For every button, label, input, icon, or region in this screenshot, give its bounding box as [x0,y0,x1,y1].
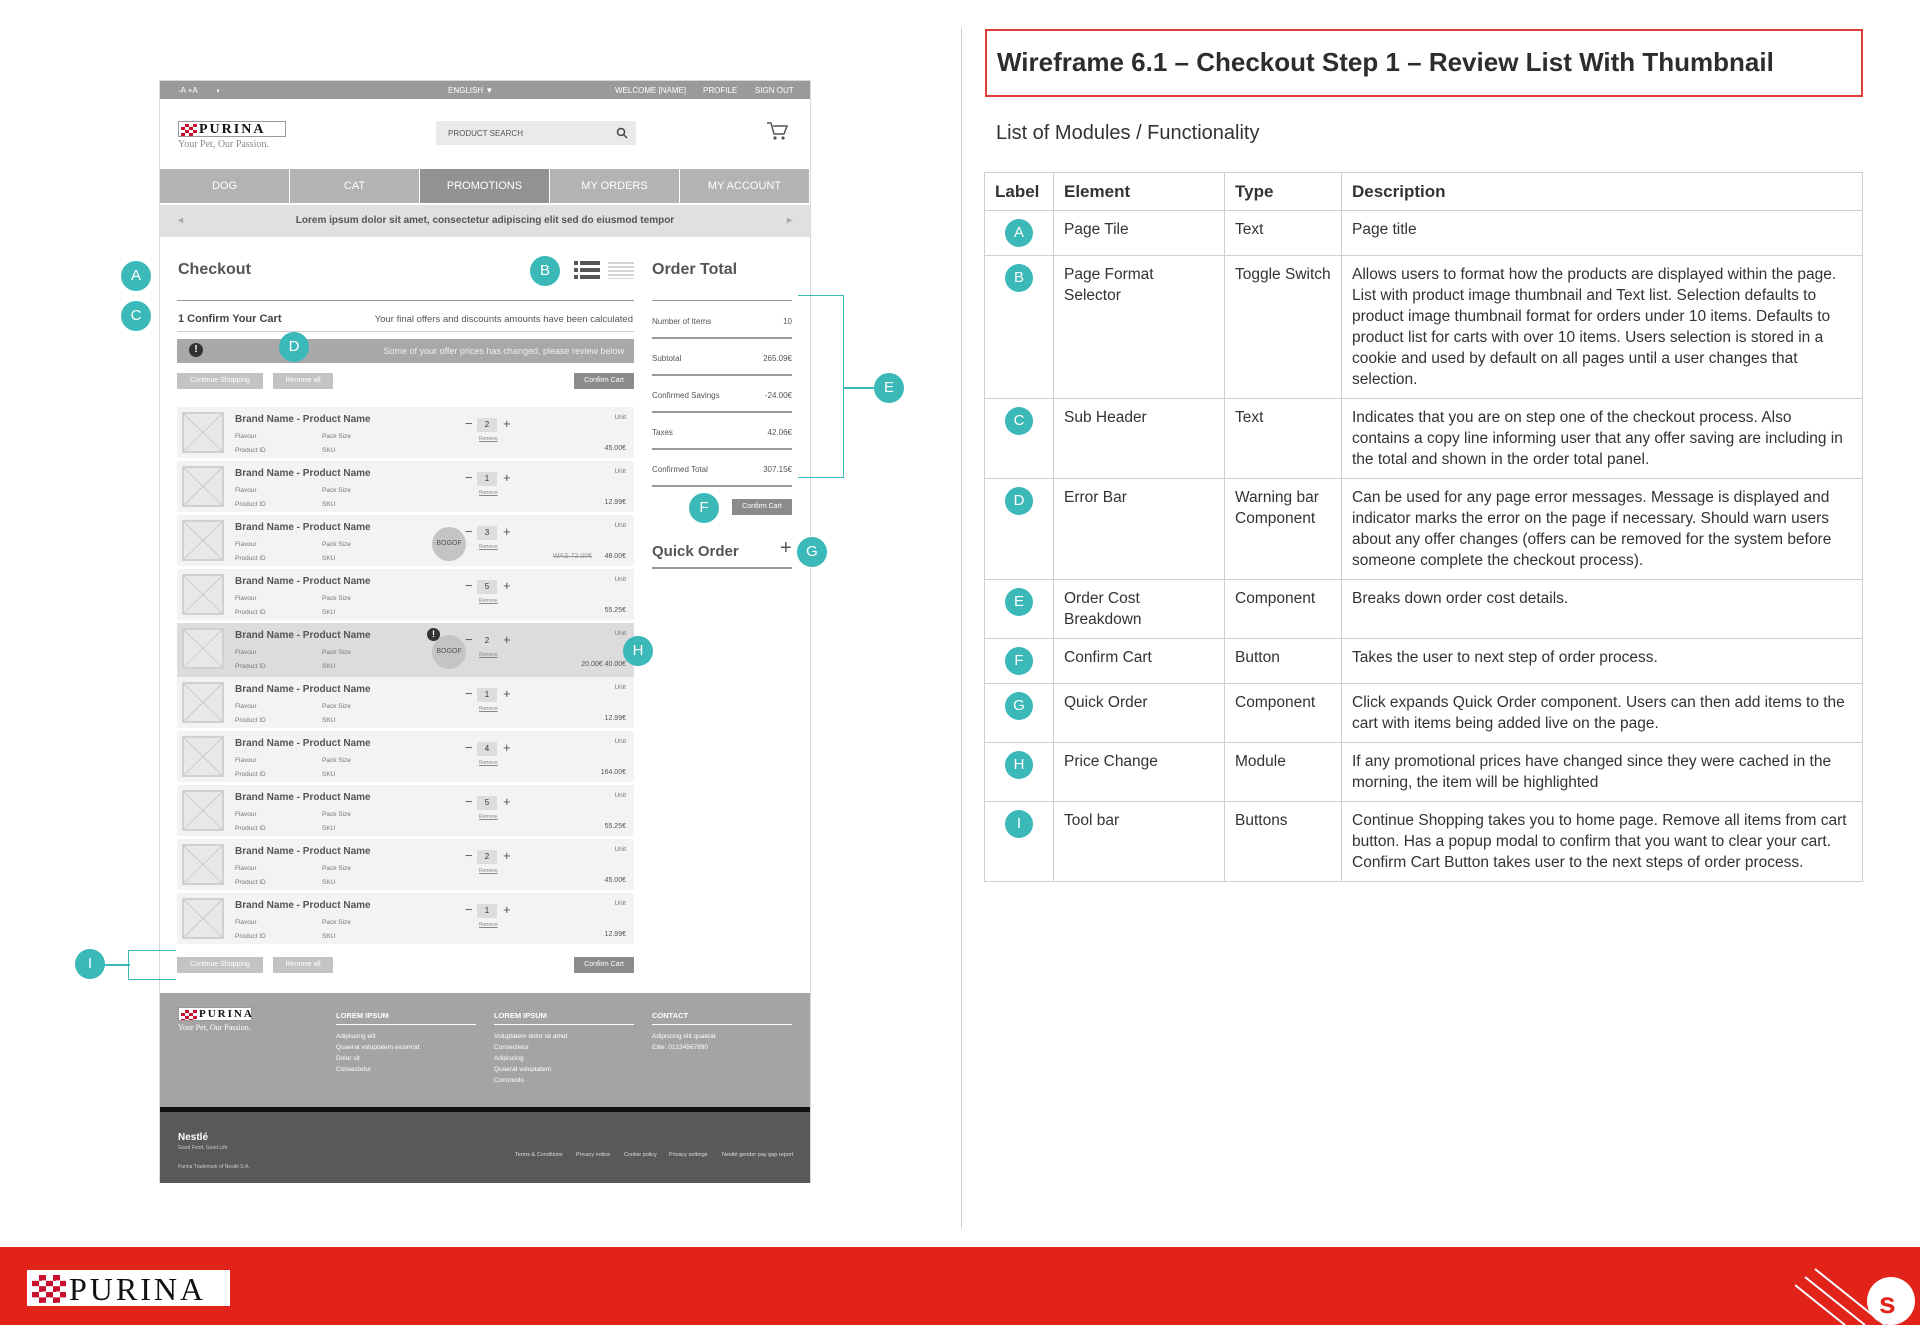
wireframe [159,80,811,1183]
qty-increase-button[interactable]: + [503,794,511,809]
qty-input[interactable]: 2 [477,634,497,648]
qty-input[interactable]: 2 [477,418,497,432]
promo-banner: ◂ Lorem ipsum dolor sit amet, consectetur adipiscing elit sed do eiusmod tempor ▸ [160,205,810,237]
product-row [177,407,634,458]
utility-bar [160,81,810,99]
product-thumbnail[interactable] [182,844,224,885]
type-cell: Module [1225,743,1342,802]
product-price: 55.25€ [604,607,626,614]
qty-input[interactable]: 1 [477,904,497,918]
module-row [985,743,1863,802]
quick-order-expand-icon[interactable]: + [780,537,792,559]
qty-increase-button[interactable]: + [503,686,511,701]
label-marker: C [1005,407,1033,435]
pack-size-label: Pack Size [322,811,351,818]
product-thumbnail[interactable] [182,628,224,669]
description-cell: Breaks down order cost details. [1342,580,1863,639]
type-cell: Toggle Switch [1225,256,1342,399]
was-price: WAS 72.00€ [552,553,592,560]
sku-label: SKU [322,609,336,616]
type-cell: Component [1225,684,1342,743]
footer-link[interactable]: Voluptatem dolor sit amet [494,1033,568,1040]
qty-decrease-button[interactable]: − [465,416,473,431]
step-note: Your final offers and discounts amounts have been calculated [374,314,633,325]
qty-input[interactable]: 5 [477,796,497,810]
marker-b: B [530,256,560,286]
unit-label: Unit [614,576,626,583]
module-row [985,211,1863,256]
product-thumbnail[interactable] [182,898,224,939]
footer-link[interactable]: Consectetur [336,1066,372,1073]
product-name[interactable]: Brand Name - Product Name [235,414,371,425]
terms-link[interactable]: Terms & Conditions [515,1152,563,1158]
flavour-label: Flavour [235,433,257,440]
order-total-row [652,303,792,339]
remove-link[interactable]: Remove [479,868,498,874]
type-cell: Buttons [1225,802,1342,882]
sku-label: SKU [322,825,336,832]
product-name[interactable]: Brand Name - Product Name [235,522,371,533]
product-price: 12.99€ [604,715,626,722]
order-total-label: Number of Items [652,317,712,326]
product-name[interactable]: Brand Name - Product Name [235,576,371,587]
product-row [177,785,634,836]
order-total-row [652,377,792,413]
confirm-cart-side-button[interactable]: Confirm Cart [732,499,792,515]
label-marker: I [1005,810,1033,838]
sku-label: SKU [322,717,336,724]
qty-increase-button[interactable]: + [503,740,511,755]
continue-shopping-button[interactable]: Continue Shopping [177,373,263,389]
footer-link[interactable]: Commodo [494,1077,524,1084]
marker-c: C [121,301,151,331]
module-row [985,256,1863,399]
unit-label: Unit [614,684,626,691]
modules-table [984,172,1863,882]
qty-increase-button[interactable]: + [503,416,511,431]
product-price: 45.00€ [604,445,626,452]
unit-label: Unit [614,630,626,637]
nav-cat[interactable]: CAT [290,169,420,203]
pack-size-label: Pack Size [322,649,351,656]
module-row [985,802,1863,882]
flavour-label: Flavour [235,487,257,494]
product-id-label: Product ID [235,609,266,616]
privacy-link[interactable]: Privacy notice [576,1152,611,1158]
footer-tagline: Your Pet, Our Passion. [178,1023,251,1032]
list-thumbnail-view-icon[interactable] [574,261,600,279]
marker-g: G [797,537,827,567]
main-nav [160,169,810,203]
remove-link[interactable]: Remove [479,922,498,928]
qty-decrease-button[interactable]: − [465,632,473,647]
product-name[interactable]: Brand Name - Product Name [235,468,371,479]
footer-purina-logo[interactable]: PURINA [178,1007,252,1021]
unit-label: Unit [614,522,626,529]
marker-d: D [279,332,309,362]
order-total-value: -24.00€ [764,391,792,400]
panel-divider [961,28,962,1228]
module-row [985,399,1863,479]
product-id-label: Product ID [235,771,266,778]
product-row [177,893,634,944]
bogof-badge: BOGOF [432,527,466,561]
order-total-rule [652,300,792,301]
profile-link[interactable]: PROFILE [703,86,738,95]
description-cell: Page title [1342,211,1863,256]
footer-col-3: CONTACT Adipiscing elit quaerat Elite: 01234567890 [652,1011,792,1053]
label-marker: E [1005,588,1033,616]
signout-link[interactable]: SIGN OUT [755,86,794,95]
order-total-value: 307.15€ [763,465,792,474]
flavour-label: Flavour [235,703,257,710]
flavour-label: Flavour [235,649,257,656]
qty-decrease-button[interactable]: − [465,470,473,485]
product-price: 12.99€ [604,499,626,506]
product-name[interactable]: Brand Name - Product Name [235,846,371,857]
qty-input[interactable]: 1 [477,688,497,702]
flavour-label: Flavour [235,541,257,548]
nav-promotions[interactable]: PROMOTIONS [420,169,550,203]
flavour-label: Flavour [235,757,257,764]
description-cell: Can be used for any page error messages. Message is displayed and indicator marks the error on the page if necessary. Should warn users about any offer changes (offers can be removed for the system before someone complete the checkout process). [1342,479,1863,580]
pack-size-label: Pack Size [322,487,351,494]
element-cell: Page Format Selector [1054,256,1225,399]
product-name[interactable]: Brand Name - Product Name [235,900,371,911]
order-total-label: Confirmed Savings [652,391,720,400]
product-price: 20.00€ 40.00€ [581,661,626,668]
marker-a: A [121,261,151,291]
footer-col-1: LOREM IPSUM Adipiscing elit Quaerat voluptatem eiusmod Dolor sit Consectetur [336,1011,476,1075]
warning-icon: ! [189,343,203,357]
text-list-view-icon[interactable] [608,261,634,279]
cart-icon[interactable] [766,121,788,141]
bracket-e [798,295,844,478]
continue-shopping-button-bottom[interactable]: Continue Shopping [177,957,263,973]
nav-dog[interactable]: DOG [160,169,290,203]
product-name[interactable]: Brand Name - Product Name [235,684,371,695]
order-total-label: Taxes [652,428,673,437]
product-thumbnail[interactable] [182,574,224,615]
price-change-warning-icon: ! [427,628,440,641]
pack-size-label: Pack Size [322,595,351,602]
element-cell: Error Bar [1054,479,1225,580]
type-cell: Button [1225,639,1342,684]
footer-link[interactable]: Quaerat voluptatem eiusmod [336,1044,420,1051]
banner-prev-icon[interactable]: ◂ [178,215,184,226]
product-thumbnail[interactable] [182,466,224,507]
product-name[interactable]: Brand Name - Product Name [235,792,371,803]
remove-all-button-bottom[interactable]: Remove all [273,957,333,973]
qty-input[interactable]: 5 [477,580,497,594]
pack-size-label: Pack Size [322,433,351,440]
banner-next-icon[interactable]: ▸ [786,215,792,226]
qty-decrease-button[interactable]: − [465,902,473,917]
flavour-label: Flavour [235,919,257,926]
qty-input[interactable]: 1 [477,472,497,486]
type-cell: Warning bar Component [1225,479,1342,580]
qty-increase-button[interactable]: + [503,524,511,539]
sku-label: SKU [322,663,336,670]
element-cell: Confirm Cart [1054,639,1225,684]
remove-link[interactable]: Remove [479,544,498,550]
product-price: 12.99€ [604,931,626,938]
footer-link[interactable]: Elite: 01234567890 [652,1044,709,1051]
order-total-label: Subtotal [652,354,682,363]
logo-tagline: Your Pet, Our Passion. [178,139,269,150]
type-cell: Component [1225,580,1342,639]
quick-order-title[interactable]: Quick Order [652,543,739,560]
product-price: 164.00€ [600,769,626,776]
product-name[interactable]: Brand Name - Product Name [235,738,371,749]
qty-increase-button[interactable]: + [503,578,511,593]
cookie-link[interactable]: Cookie policy [624,1152,657,1158]
purina-logo[interactable]: PURINA [178,121,286,137]
qty-decrease-button[interactable]: − [465,686,473,701]
label-marker: B [1005,264,1033,292]
language-select[interactable]: ENGLISH ▼ [448,86,494,95]
footer-link[interactable]: Adipiscing elit quaerat [652,1033,716,1040]
error-bar: ! Some of your offer prices has changed, please review below [177,339,634,363]
confirm-cart-button[interactable]: Confirm Cart [574,373,634,389]
qty-decrease-button[interactable]: − [465,848,473,863]
remove-link[interactable]: Remove [479,814,498,820]
product-row [177,515,634,566]
bracket-e-line [844,387,874,389]
nav-my-orders[interactable]: MY ORDERS [550,169,680,203]
sku-label: SKU [322,447,336,454]
product-price: 48.00€ [604,553,626,560]
label-marker: D [1005,487,1033,515]
order-total-value: 42.06€ [767,428,792,437]
marker-h: H [623,636,653,666]
type-cell: Text [1225,211,1342,256]
product-thumbnail[interactable] [182,790,224,831]
flavour-label: Flavour [235,865,257,872]
qty-decrease-button[interactable]: − [465,524,473,539]
remove-link[interactable]: Remove [479,706,498,712]
product-id-label: Product ID [235,501,266,508]
product-id-label: Product ID [235,447,266,454]
quick-order-rule [652,567,792,569]
element-cell: Order Cost Breakdown [1054,580,1225,639]
col-element: Element [1054,173,1225,211]
order-total-row [652,414,792,450]
qty-increase-button[interactable]: + [503,470,511,485]
remove-link[interactable]: Remove [479,598,498,604]
sku-label: SKU [322,879,336,886]
bogof-badge: BOGOF [432,635,466,669]
flavour-label: Flavour [235,811,257,818]
product-row [177,677,634,728]
remove-link[interactable]: Remove [479,490,498,496]
trademark-text: Purina Trademark of Nestlé S.A. [178,1164,250,1170]
description-cell: Click expands Quick Order component. Users can then add items to the cart with items being added live on the page. [1342,684,1863,743]
unit-label: Unit [614,414,626,421]
product-price: 45.00€ [604,877,626,884]
product-id-label: Product ID [235,933,266,940]
footer-link[interactable]: Consectetur [494,1044,530,1051]
product-id-label: Product ID [235,555,266,562]
remove-all-button[interactable]: Remove all [273,373,333,389]
marker-f: F [689,493,719,523]
product-thumbnail[interactable] [182,520,224,561]
product-id-label: Product ID [235,825,266,832]
label-marker: F [1005,647,1033,675]
welcome-text: WELCOME [NAME] [615,86,687,95]
sku-label: SKU [322,501,336,508]
search-input[interactable]: PRODUCT SEARCH [436,121,636,145]
brand-footer-bar [0,1247,1920,1325]
pack-size-label: Pack Size [322,541,351,548]
description-cell: Continue Shopping takes you to home page. Remove all items from cart button. Has a popup modal to confirm that you want to clear your cart. Confirm Cart Button takes user to the next steps of order process. [1342,802,1863,882]
element-cell: Tool bar [1054,802,1225,882]
module-row [985,639,1863,684]
product-thumbnail[interactable] [182,412,224,453]
col-description: Description [1342,173,1863,211]
modules-heading: List of Modules / Functionality [996,122,1260,144]
search-icon[interactable] [616,127,628,139]
page-title: Checkout [178,261,251,278]
footer-link[interactable]: Adipiscing [494,1055,524,1062]
subheader-rule [177,331,634,332]
nestle-logo[interactable]: Nestlé [178,1132,209,1143]
remove-link[interactable]: Remove [479,436,498,442]
nav-my-account[interactable]: MY ACCOUNT [680,169,810,203]
marker-e: E [874,373,904,403]
order-total-row [652,340,792,376]
pack-size-label: Pack Size [322,703,351,710]
step-subheader: 1 Confirm Your Cart [178,313,282,325]
description-cell: If any promotional prices have changed since they were cached in the morning, the item will be highlighted [1342,743,1863,802]
footer-link[interactable]: Quaerat voluptatem [494,1066,552,1073]
unit-label: Unit [614,738,626,745]
product-row [177,461,634,512]
product-id-label: Product ID [235,717,266,724]
font-size-toggle[interactable]: -A +A [178,86,198,95]
site-footer [160,993,810,1107]
qty-input[interactable]: 4 [477,742,497,756]
qty-increase-button[interactable]: + [503,848,511,863]
remove-link[interactable]: Remove [479,760,498,766]
element-cell: Page Tile [1054,211,1225,256]
product-row [177,623,634,677]
description-cell: Allows users to format how the products are displayed within the page. List with product image thumbnail and Text list. Selection defaults to product image thumbnail format for orders under 10 items. Defaults to product list for carts with over 10 items. Users selection is stored in a cookie and used by default on all pages until a user changes that selection. [1342,256,1863,399]
svg-text:s: s [1879,1287,1896,1320]
module-row [985,479,1863,580]
product-name[interactable]: Brand Name - Product Name [235,630,371,641]
qty-decrease-button[interactable]: − [465,794,473,809]
pay-gap-link[interactable]: Nestlé gender pay gap report [722,1152,794,1158]
order-total-row [652,451,792,487]
col-type: Type [1225,173,1342,211]
wireframe-title: Wireframe 6.1 – Checkout Step 1 – Review List With Thumbnail [985,29,1863,97]
qty-input[interactable]: 2 [477,850,497,864]
description-cell: Indicates that you are on step one of the checkout process. Also contains a copy line informing user that any offer saving are including in the total and shown in the order total panel. [1342,399,1863,479]
pack-size-label: Pack Size [322,919,351,926]
title-rule [177,300,634,301]
label-marker: G [1005,692,1033,720]
bracket-i-line [104,964,130,966]
remove-link[interactable]: Remove [479,652,498,658]
purina-brand-logo: PURINA [27,1270,230,1306]
type-cell: Text [1225,399,1342,479]
order-total-title: Order Total [652,261,738,278]
agency-logo-icon [1795,1257,1920,1325]
qty-decrease-button[interactable]: − [465,740,473,755]
product-row [177,569,634,620]
label-marker: H [1005,751,1033,779]
module-row [985,684,1863,743]
nestle-tagline: Good Food, Good Life [178,1145,228,1151]
sku-label: SKU [322,555,336,562]
description-cell: Takes the user to next step of order process. [1342,639,1863,684]
product-price: 55.25€ [604,823,626,830]
contrast-icon[interactable]: ◑ [215,86,220,95]
bracket-i [128,950,176,980]
order-total-label: Confirmed Total [652,465,708,474]
footer-link[interactable]: Adipiscing elit [336,1033,376,1040]
footer-link[interactable]: Dolor sit [336,1055,360,1062]
legal-footer [160,1107,810,1183]
flavour-label: Flavour [235,595,257,602]
qty-increase-button[interactable]: + [503,632,511,647]
marker-i: I [75,949,105,979]
qty-input[interactable]: 3 [477,526,497,540]
element-cell: Quick Order [1054,684,1225,743]
sku-label: SKU [322,933,336,940]
unit-label: Unit [614,900,626,907]
label-marker: A [1005,219,1033,247]
confirm-cart-button-bottom[interactable]: Confirm Cart [574,957,634,973]
pack-size-label: Pack Size [322,757,351,764]
product-thumbnail[interactable] [182,736,224,777]
unit-label: Unit [614,792,626,799]
product-id-label: Product ID [235,879,266,886]
product-id-label: Product ID [235,663,266,670]
sku-label: SKU [322,771,336,778]
qty-decrease-button[interactable]: − [465,578,473,593]
unit-label: Unit [614,468,626,475]
product-thumbnail[interactable] [182,682,224,723]
col-label: Label [985,173,1054,211]
order-total-value: 10 [783,317,792,326]
element-cell: Price Change [1054,743,1225,802]
element-cell: Sub Header [1054,399,1225,479]
product-row [177,839,634,890]
qty-increase-button[interactable]: + [503,902,511,917]
footer-col-2: LOREM IPSUM Voluptatem dolor sit amet Consectetur Adipiscing Quaerat voluptatem Commodo [494,1011,634,1086]
pack-size-label: Pack Size [322,865,351,872]
privacy-settings-link[interactable]: Privacy settings [669,1152,708,1158]
product-row [177,731,634,782]
order-total-value: 265.09€ [763,354,792,363]
unit-label: Unit [614,846,626,853]
module-row [985,580,1863,639]
